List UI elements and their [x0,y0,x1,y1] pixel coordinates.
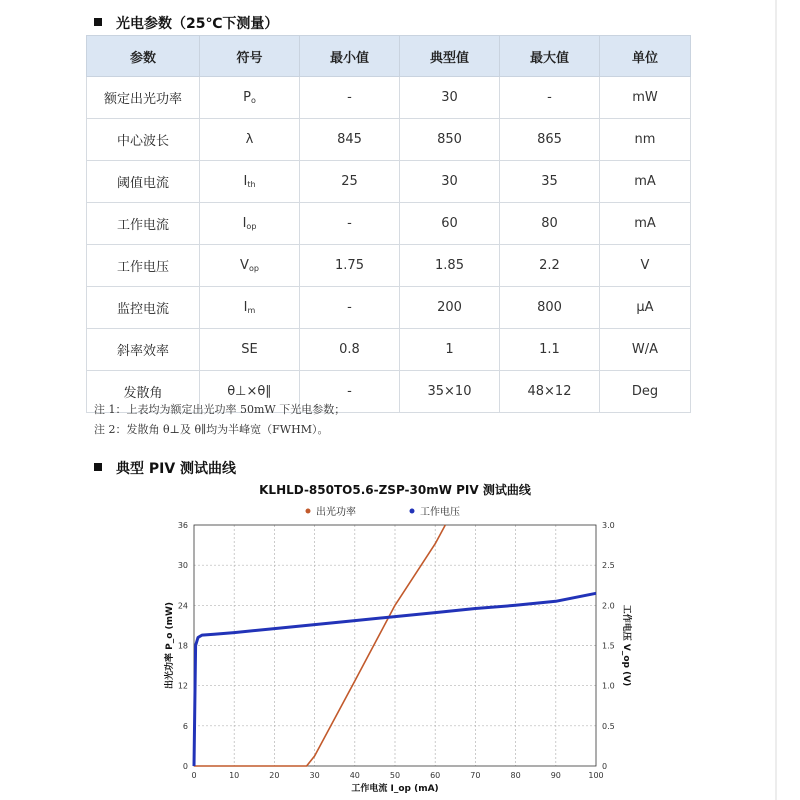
section-title-params [94,13,278,33]
min-cell: - [300,371,400,413]
y-left-tick-label: 18 [177,641,188,651]
table-body [87,77,691,413]
typ-cell: 35×10 [400,371,500,413]
y-right-tick-label: 1.5 [602,641,615,651]
y-left-tick-label: 30 [177,561,188,571]
table-header-row [87,36,691,77]
unit-cell: V [600,245,691,287]
note-2: 注 2：发散角 θ⊥及 θ∥均为半峰宽（FWHM）。 [94,423,329,436]
x-tick-label: 100 [588,771,604,780]
legend-label: 出光功率 [316,507,356,518]
symbol-cell [200,119,300,161]
y-left-tick-label: 24 [177,601,188,611]
legend-marker [410,509,415,514]
unit-cell: Deg [600,371,691,413]
symbol-cell [200,77,300,119]
y-right-tick-label: 2.0 [602,601,615,611]
unit-cell: mA [600,203,691,245]
x-tick-label: 50 [389,771,401,780]
unit-cell: mA [600,161,691,203]
symbol-subscript: op [248,264,259,273]
x-tick-label: 70 [470,771,481,780]
y-right-axis-label: 工作电压 V_op (V) [621,604,631,687]
max-cell: 35 [500,161,600,203]
max-cell: 2.2 [500,245,600,287]
x-tick-label: 0 [191,771,197,780]
typ-cell: 60 [400,203,500,245]
symbol-text: I [243,174,248,189]
symbol-text: λ [245,132,254,147]
symbol-cell [200,245,300,287]
min-cell: 845 [300,119,400,161]
header-cell: 单位 [600,36,691,77]
y-right-tick-label: 0.5 [602,721,615,731]
header-cell: 典型值 [400,36,500,77]
x-tick-label: 30 [309,771,320,780]
min-cell: 0.8 [300,329,400,371]
max-cell: 80 [500,203,600,245]
param-cell: 阈值电流 [87,161,200,203]
typ-cell: 1.85 [400,245,500,287]
unit-cell: W/A [600,329,691,371]
square-bullet-icon [94,463,102,471]
symbol-cell [200,329,300,371]
header-cell: 最小值 [300,36,400,77]
max-cell: - [500,77,600,119]
param-cell: 中心波长 [87,119,200,161]
series-line-voltage [194,593,596,766]
x-tick-label: 10 [229,771,240,780]
x-tick-label: 20 [269,771,280,780]
symbol-subscript: m [247,306,256,315]
y-left-tick-label: 0 [182,762,188,771]
symbol-cell [200,161,300,203]
param-cell: 工作电压 [87,245,200,287]
param-cell: 发散角 [87,371,200,413]
table-row [87,245,691,287]
x-tick-label: 90 [550,771,561,780]
symbol-text: V [240,258,249,273]
max-cell: 1.1 [500,329,600,371]
y-left-tick-label: 36 [177,521,188,530]
unit-cell: mW [600,77,691,119]
table-row [87,77,691,119]
note-1: 注 1：上表均为额定出光功率 50mW 下光电参数； [94,403,346,416]
typ-cell: 30 [400,161,500,203]
y-left-tick-label: 6 [182,721,188,731]
section-title-piv [94,458,236,478]
legend-marker [306,509,311,514]
page-edge-line [775,0,777,800]
chart-title: KLHLD-850TO5.6-ZSP-30mW PIV 测试曲线 [259,483,531,497]
header-cell: 参数 [87,36,200,77]
symbol-text: I [242,216,247,231]
y-right-tick-label: 3.0 [602,521,615,530]
section-title-text: 典型 PIV 测试曲线 [116,461,237,477]
y-right-tick-label: 1.0 [602,681,615,691]
param-cell: 斜率效率 [87,329,200,371]
typ-cell: 1 [400,329,500,371]
symbol-text: I [243,300,248,315]
table-row [87,119,691,161]
symbol-subscript: th [247,180,256,189]
typ-cell: 30 [400,77,500,119]
x-axis-label: 工作电流 I_op (mA) [351,784,439,794]
symbol-text: SE [241,342,258,357]
min-cell: - [300,287,400,329]
symbol-subscript: o [250,96,256,105]
symbol-cell [200,287,300,329]
table-row [87,161,691,203]
x-tick-label: 80 [510,771,521,780]
header-cell: 最大值 [500,36,600,77]
section-title-text: 光电参数（25℃下测量） [116,16,279,32]
table-row [87,329,691,371]
typ-cell: 200 [400,287,500,329]
min-cell: 1.75 [300,245,400,287]
param-cell: 监控电流 [87,287,200,329]
symbol-cell [200,203,300,245]
y-right-tick-label: 0 [602,762,608,771]
param-cell: 额定出光功率 [87,77,200,119]
legend-label: 工作电压 [420,507,460,518]
typ-cell: 850 [400,119,500,161]
params-table [86,35,691,413]
max-cell: 800 [500,287,600,329]
square-bullet-icon [94,18,102,26]
header-cell: 符号 [200,36,300,77]
y-right-tick-label: 2.5 [602,561,615,571]
param-cell: 工作电流 [87,203,200,245]
unit-cell: nm [600,119,691,161]
unit-cell: μA [600,287,691,329]
min-cell: - [300,203,400,245]
table-row [87,287,691,329]
table-row [87,203,691,245]
symbol-text: P [243,90,251,105]
x-tick-label: 60 [430,771,441,780]
symbol-text: θ⊥×θ∥ [227,384,272,399]
max-cell: 48×12 [500,371,600,413]
min-cell: 25 [300,161,400,203]
x-tick-label: 40 [349,771,360,780]
y-left-tick-label: 12 [177,681,188,691]
min-cell: - [300,77,400,119]
y-left-axis-label: 出光功率 P_o (mW) [165,601,175,690]
piv-chart [150,478,650,800]
max-cell: 865 [500,119,600,161]
symbol-subscript: op [246,222,257,231]
